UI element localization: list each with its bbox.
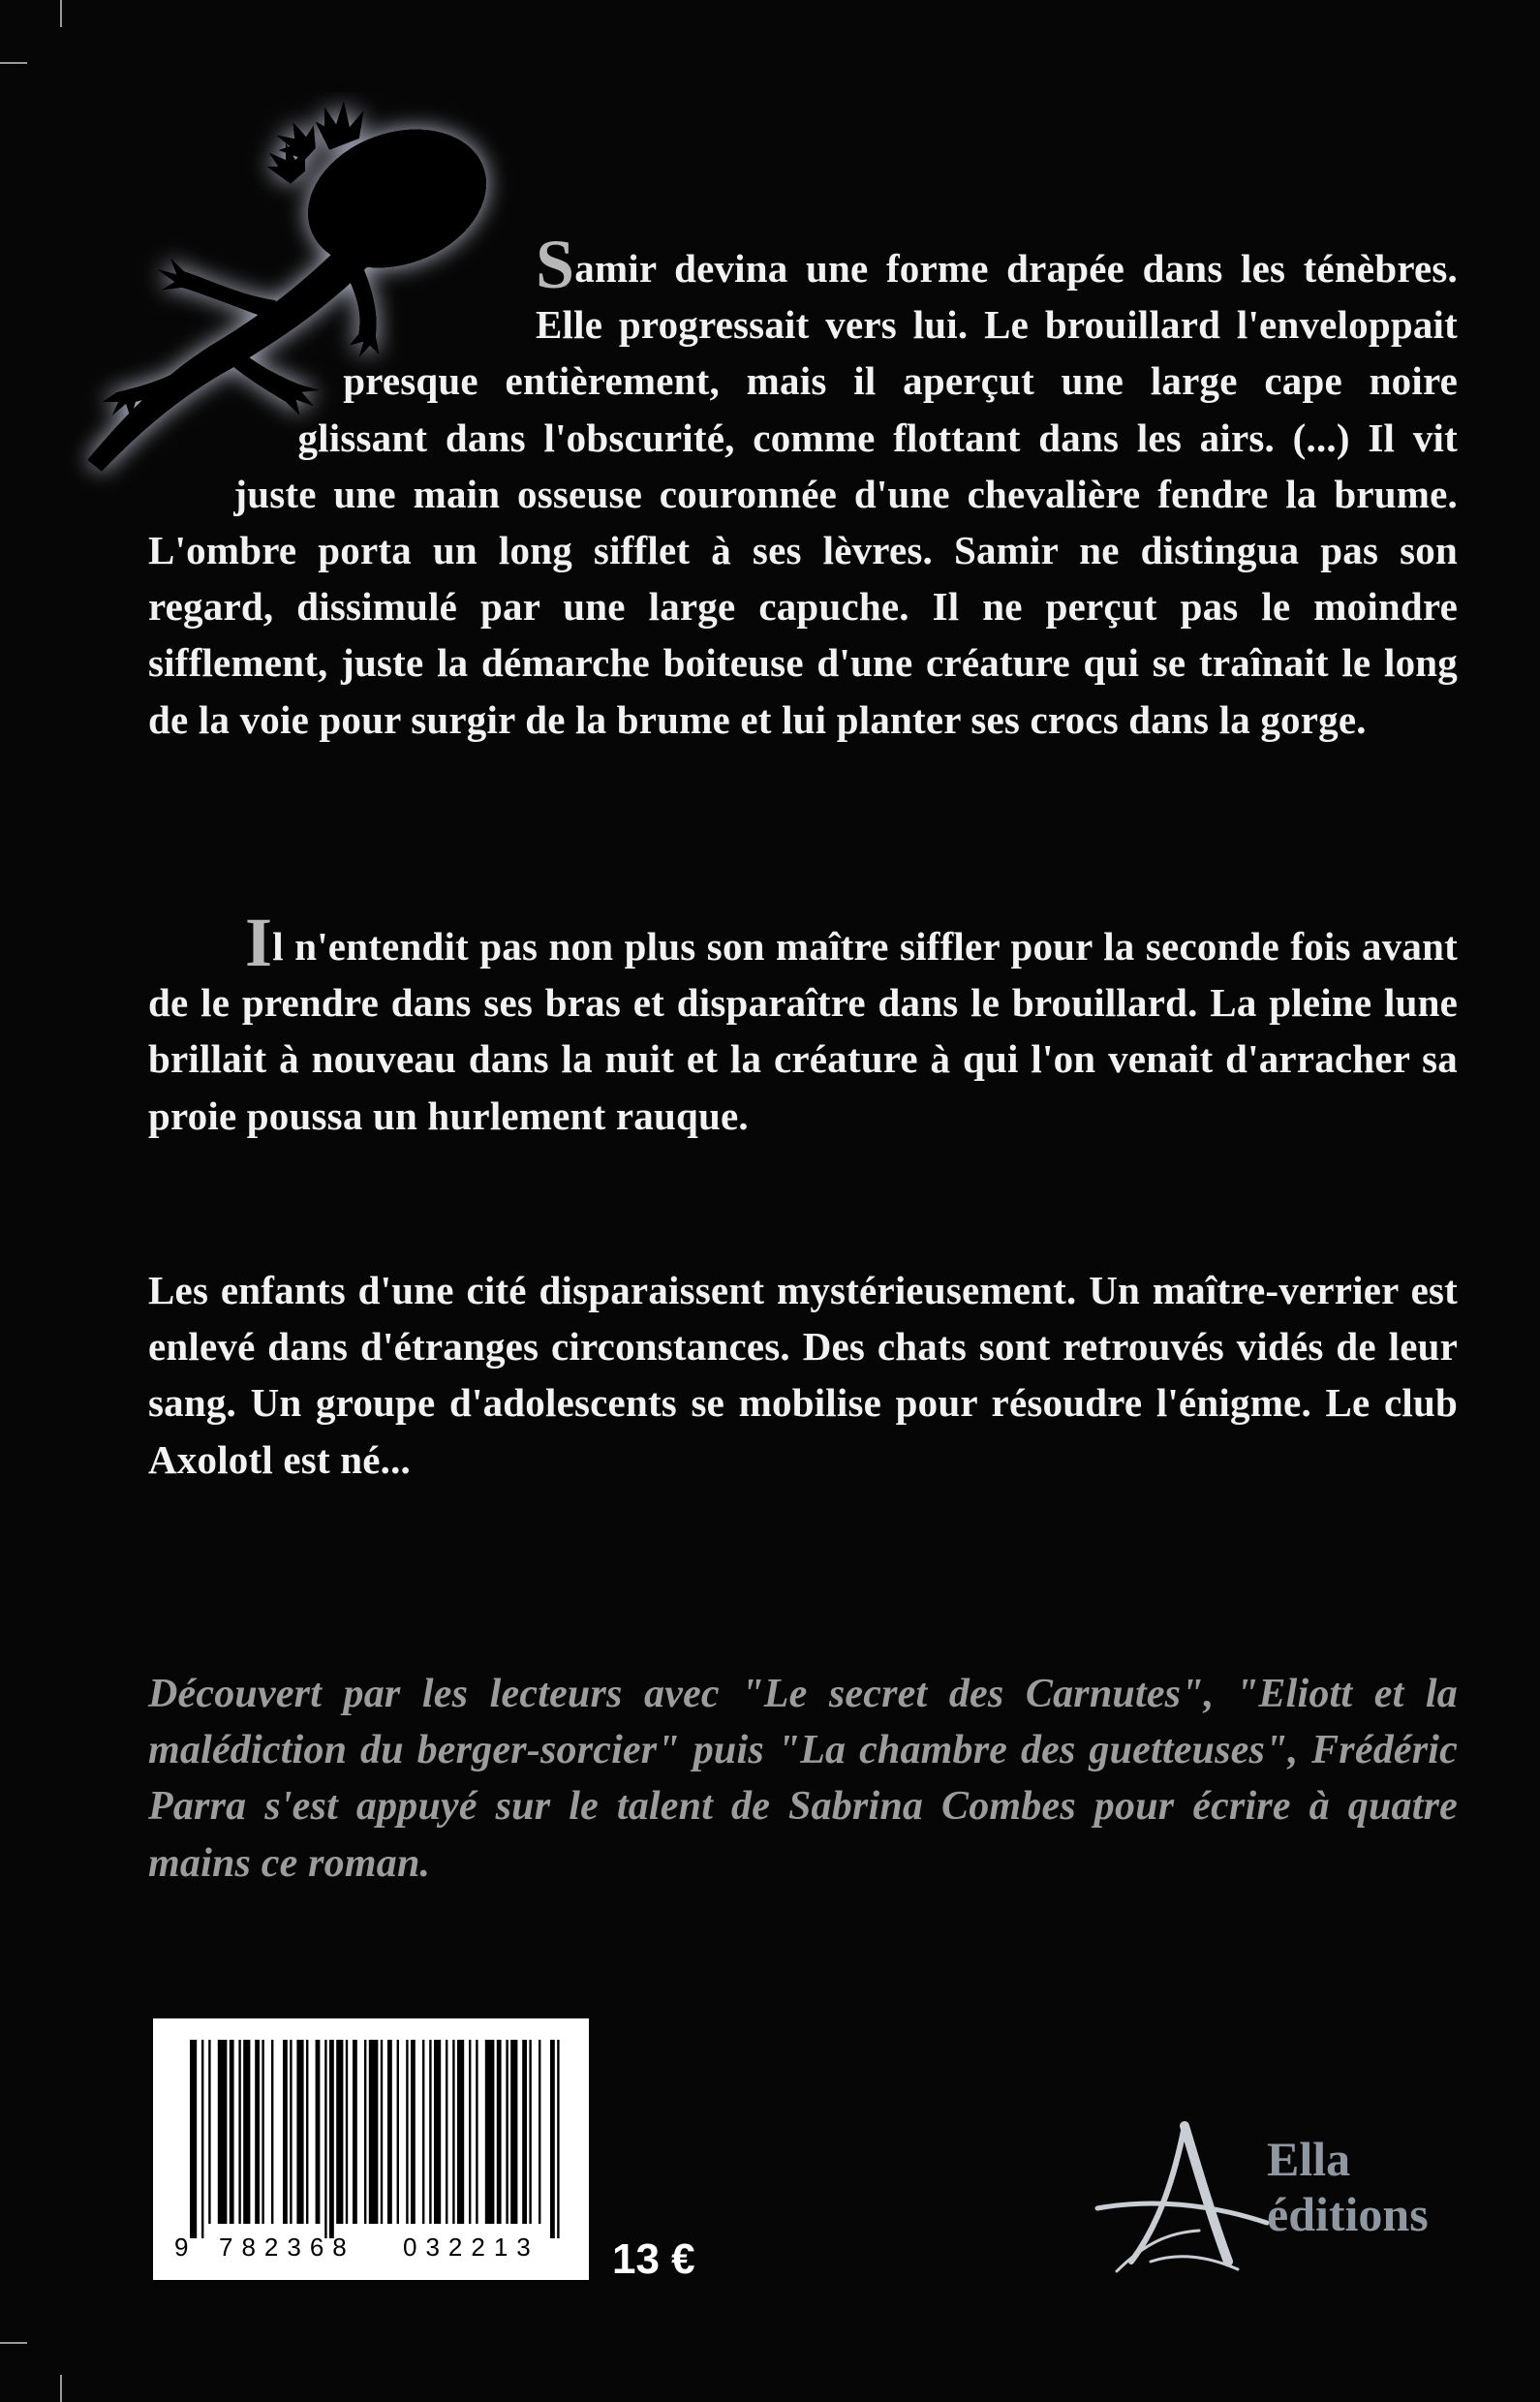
publisher-name-line2: éditions	[1267, 2187, 1429, 2241]
crop-mark-bottom-left	[0, 2342, 27, 2344]
publisher-logo-icon	[1093, 2116, 1277, 2281]
barcode-bar	[296, 2040, 303, 2224]
crop-mark-top-left-v	[60, 0, 62, 27]
barcode-bar	[411, 2040, 416, 2224]
barcode-bar	[208, 2040, 210, 2224]
barcode-bar	[434, 2040, 441, 2224]
barcode-bar	[522, 2040, 527, 2224]
barcode-bar	[457, 2040, 464, 2224]
barcode-bar	[506, 2040, 508, 2224]
barcode-bar	[255, 2040, 260, 2224]
barcode-bar	[324, 2040, 326, 2238]
barcode-bar	[422, 2040, 424, 2224]
barcode-bar	[550, 2040, 555, 2238]
publisher-logo	[1093, 2116, 1461, 2281]
excerpt-paragraph-2-text: l n'entendit pas non plus son maître siffler pour la seconde fois avant de le prendre dans ses bras et disparaître dans le brouillard. La pleine lune brillait à nouveau dans la nuit et la créature à qui l'on venait d'arracher sa proie poussa un hurlement rauque.	[148, 924, 1458, 1138]
barcode-bar	[201, 2040, 203, 2238]
barcode-digits-right: 032213	[403, 2233, 539, 2262]
dropcap-s: S	[536, 226, 575, 303]
dropcap-i: I	[245, 904, 273, 981]
barcode-bar	[218, 2040, 228, 2224]
barcode-bar	[557, 2040, 559, 2238]
barcode-bar	[271, 2040, 273, 2224]
isbn-barcode	[153, 2018, 589, 2280]
barcode-bar	[262, 2040, 263, 2224]
barcode-bar	[452, 2040, 454, 2224]
barcode-bar	[316, 2040, 321, 2224]
excerpt-paragraph-2	[148, 904, 1458, 1144]
barcode-bar	[497, 2040, 502, 2224]
barcode-bar	[346, 2040, 348, 2224]
barcode-bar	[539, 2040, 540, 2224]
barcode-bar	[469, 2040, 471, 2224]
price: 13 €	[612, 2235, 695, 2283]
barcode-bar	[476, 2040, 477, 2224]
barcode-bar	[283, 2040, 288, 2224]
excerpt-paragraph-1	[148, 226, 1458, 748]
barcode-bar	[429, 2040, 431, 2224]
barcode-bar	[485, 2040, 495, 2224]
barcode-digit-prefix: 9	[174, 2233, 189, 2262]
synopsis-paragraph: Les enfants d'une cité disparaissent mystérieusement. Un maître-verrier est enlevé dans d'étranges circonstances. Des chats sont retrouvés vidés de leur sang. Un groupe d'adolescents se mobilise pour résoudre l'énigme. Le club Axolotl est né...	[148, 1268, 1458, 1482]
barcode-bar	[329, 2040, 334, 2238]
barcode-bar	[290, 2040, 292, 2224]
excerpt-paragraph-1-text: amir devina une forme drapée dans les ténèbres. Elle progressait vers lui. Le brouillard l'enveloppait presque entièrement, mais il aperçut une large cape noire glissant dans l'obscurité, comme flottant dans les airs. (...) Il vit juste une main osseuse couronnée d'une chevalière fendre la brume. L'ombre porta un long sifflet à ses lèvres. Samir ne distingua pas son regard, dissimulé par une large capuche. Il ne perçut pas le moindre sifflement, juste la démarche boiteuse d'une créature qui se traînait le long de la voie pour surgir de la brume et lui planter ses crocs dans la gorge.	[148, 246, 1458, 742]
crop-mark-top-left	[0, 62, 27, 64]
barcode-bar	[446, 2040, 447, 2224]
author-note-paragraph: Découvert par les lecteurs avec "Le secret des Carnutes", "Eliott et la malédiction du berger-sorcier" puis "La chambre des guetteuses", Frédéric Parra s'est appuyé sur le talent de Sabrina Combes pour écrire à quatre mains ce roman.	[148, 1672, 1458, 1886]
barcode-bar	[397, 2040, 399, 2224]
barcode-bar	[369, 2040, 379, 2224]
barcode-bar	[353, 2040, 357, 2224]
publisher-name-line1: Ella	[1267, 2132, 1351, 2186]
barcode-bar	[364, 2040, 366, 2224]
barcode-bar	[381, 2040, 383, 2224]
barcode-digits-left: 782368	[219, 2233, 355, 2262]
barcode-bar	[243, 2040, 250, 2224]
barcode-bar	[238, 2040, 240, 2224]
barcode-bar	[336, 2040, 343, 2224]
barcode-bar	[510, 2040, 517, 2224]
barcode-bar	[529, 2040, 531, 2224]
barcode-bar	[406, 2040, 408, 2224]
barcode-bar	[230, 2040, 234, 2224]
barcode-bar	[306, 2040, 308, 2224]
barcode-bar	[387, 2040, 392, 2224]
barcode-bars	[153, 2018, 589, 2280]
barcode-bar	[190, 2040, 197, 2238]
crop-mark-bottom-left-v	[60, 2375, 62, 2402]
